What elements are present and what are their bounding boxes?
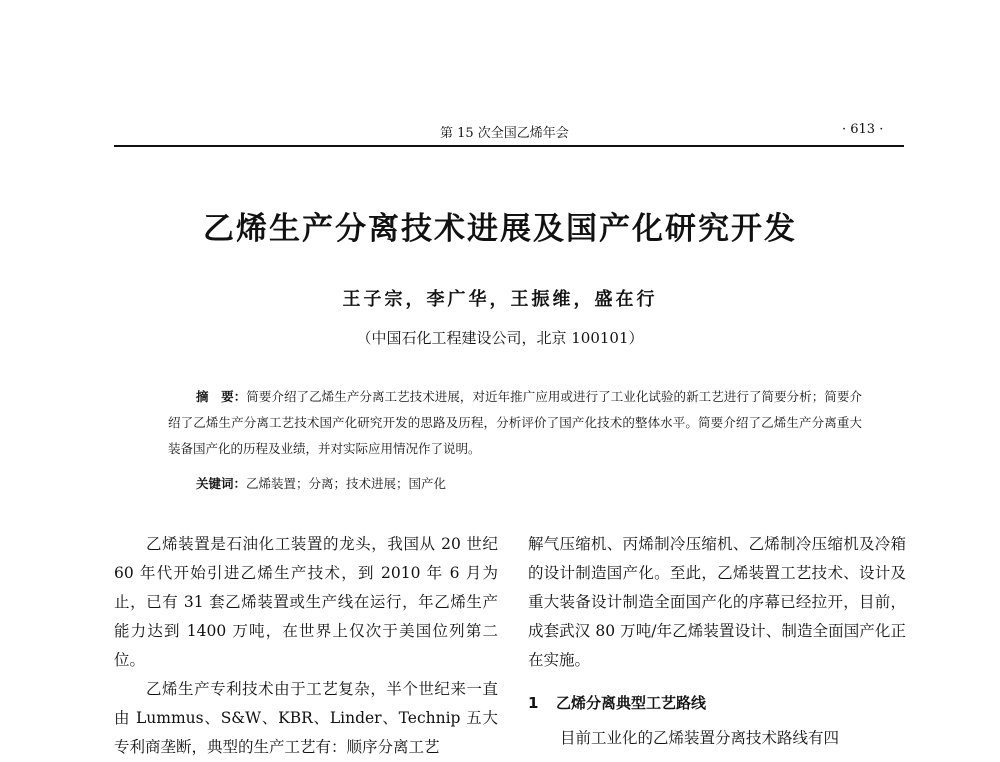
abstract bbox=[168, 384, 862, 462]
section-heading bbox=[528, 689, 906, 718]
keywords bbox=[196, 474, 446, 492]
keywords-label: 关键词： bbox=[196, 476, 247, 491]
running-header-journal: 第 15 次全国乙烯年会 bbox=[440, 126, 569, 141]
paper-title: 乙烯生产分离技术进展及国产化研究开发 bbox=[203, 211, 797, 247]
section-number: 1 bbox=[528, 694, 539, 712]
body-right-column bbox=[528, 530, 906, 753]
paragraph: 解气压缩机、丙烯制冷压缩机、乙烯制冷压缩机及冷箱的设计制造国产化。至此，乙烯装置工艺技术、设计及重大装备设计制造全面国产化的序幕已经拉开，目前，成套武汉 80 万吨/年乙烯装置设计、制造全面国产化正在实施。 bbox=[528, 535, 906, 669]
abstract-label: 摘 要： bbox=[196, 389, 247, 404]
paragraph: 乙烯生产专利技术由于工艺复杂，半个世纪来一直由 Lummus、S&W、KBR、Linder、Technip 五大专利商垄断，典型的生产工艺有：顺序分离工艺 bbox=[114, 680, 498, 756]
paragraph: 目前工业化的乙烯装置分离技术路线有四 bbox=[560, 729, 840, 747]
abstract-text: 简要介绍了乙烯生产分离工艺技术进展，对近年推广应用或进行了工业化试验的新工艺进行了简要分析；简要介绍了乙烯生产分离工艺技术国产化研究开发的思路及历程，分析评价了国产化技术的整体水平。简要介绍了乙烯生产分离重大装备国产化的历程及业绩，并对实际应用情况作了说明。 bbox=[168, 389, 862, 456]
affiliation: （中国石化工程建设公司，北京 100101） bbox=[356, 329, 644, 347]
body-left-column bbox=[114, 530, 498, 762]
authors: 王子宗，李广华，王振维，盛在行 bbox=[342, 289, 658, 310]
keywords-text: 乙烯装置；分离；技术进展；国产化 bbox=[246, 476, 447, 491]
paragraph: 乙烯装置是石油化工装置的龙头，我国从 20 世纪 60 年代开始引进乙烯生产技术，到 2010 年 6 月为止，已有 31 套乙烯装置或生产线在运行，年乙烯生产能力达到 1400 万吨，在世界上仅次于美国位列第二位。 bbox=[114, 535, 498, 669]
page-number: · 613 · bbox=[842, 122, 884, 137]
header-rule bbox=[114, 145, 904, 147]
section-title: 乙烯分离典型工艺路线 bbox=[556, 694, 707, 712]
